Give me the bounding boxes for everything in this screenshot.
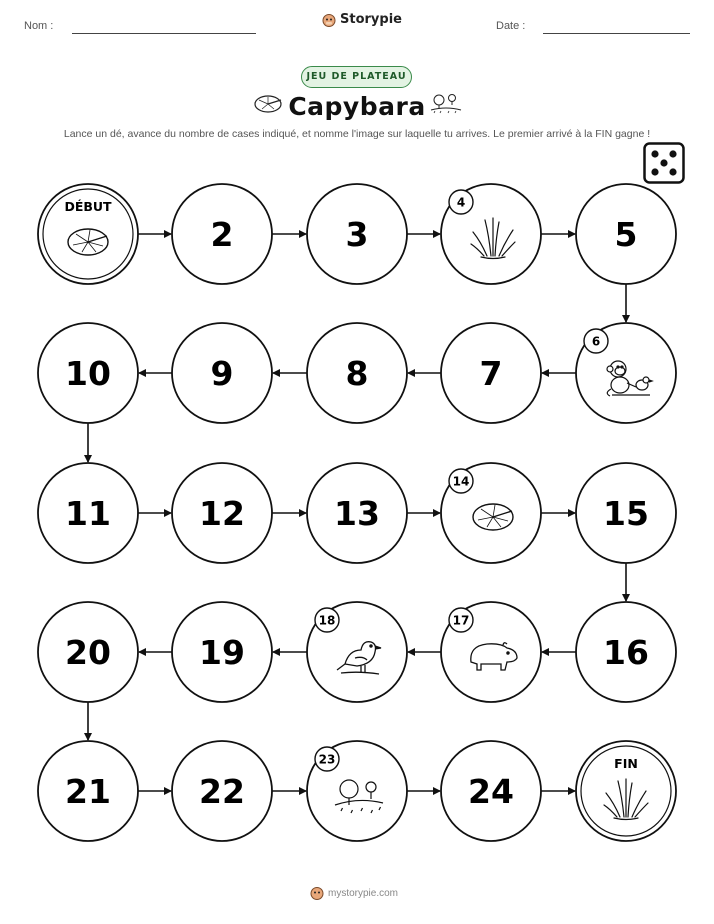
board-space-21[interactable] [38, 741, 138, 841]
lily-pad-icon [473, 504, 513, 530]
lily-pad-icon [68, 229, 108, 255]
board-space-1[interactable] [38, 184, 138, 284]
space-label: FIN [614, 756, 638, 771]
space-number: 13 [334, 494, 380, 533]
space-number: 24 [468, 772, 514, 811]
board-space-19[interactable] [172, 602, 272, 702]
space-number: 8 [345, 354, 369, 393]
board-space-20[interactable] [38, 602, 138, 702]
space-number: 2 [210, 215, 234, 254]
space-number: 23 [318, 752, 336, 767]
footer-url: mystorypie.com [328, 887, 399, 899]
page-title: Capybara [288, 92, 426, 121]
board-space-10[interactable] [38, 323, 138, 423]
space-number: 17 [452, 613, 470, 628]
board-space-13[interactable] [307, 463, 407, 563]
board-space-14[interactable] [441, 463, 541, 563]
space-number: 20 [65, 633, 111, 672]
board-space-6[interactable] [576, 323, 676, 423]
space-number: 22 [199, 772, 245, 811]
space-number: 7 [479, 354, 503, 393]
space-number: 18 [318, 613, 336, 628]
space-number: 6 [591, 334, 601, 349]
capybara-mascot-icon [310, 886, 324, 900]
space-number: 11 [65, 494, 111, 533]
date-label: Date : [496, 20, 526, 32]
board-space-7[interactable] [441, 323, 541, 423]
space-number: 10 [65, 354, 111, 393]
board-space-11[interactable] [38, 463, 138, 563]
space-label: DÉBUT [64, 199, 112, 214]
space-number: 15 [603, 494, 649, 533]
space-number: 12 [199, 494, 245, 533]
board-space-3[interactable] [307, 184, 407, 284]
board-space-17[interactable] [441, 602, 541, 702]
board-space-5[interactable] [576, 184, 676, 284]
game-type-badge: JEU DE PLATEAU [301, 66, 412, 88]
board-space-18[interactable] [307, 602, 407, 702]
footer [310, 886, 398, 900]
board-space-2[interactable] [172, 184, 272, 284]
space-number: 3 [345, 215, 369, 254]
board-space-12[interactable] [172, 463, 272, 563]
space-number: 21 [65, 772, 111, 811]
instructions: Lance un dé, avance du nombre de cases indiqué, et nomme l'image sur laquelle tu arrives. Le premier arrivé à la FIN gagne ! [63, 128, 651, 140]
space-number: 16 [603, 633, 649, 672]
board-space-15[interactable] [576, 463, 676, 563]
board-space-9[interactable] [172, 323, 272, 423]
space-number: 19 [199, 633, 245, 672]
board-space-25[interactable] [576, 741, 676, 841]
board-space-4[interactable] [441, 184, 541, 284]
board-space-23[interactable] [307, 741, 407, 841]
name-label: Nom : [24, 20, 54, 32]
space-number: 5 [614, 215, 638, 254]
board-spaces [38, 184, 676, 841]
brand-name: Storypie [340, 12, 402, 27]
board-space-8[interactable] [307, 323, 407, 423]
board-space-22[interactable] [172, 741, 272, 841]
board-space-16[interactable] [576, 602, 676, 702]
space-number: 9 [210, 354, 234, 393]
space-number: 14 [452, 474, 470, 489]
board-space-24[interactable] [441, 741, 541, 841]
space-number: 4 [456, 195, 466, 210]
